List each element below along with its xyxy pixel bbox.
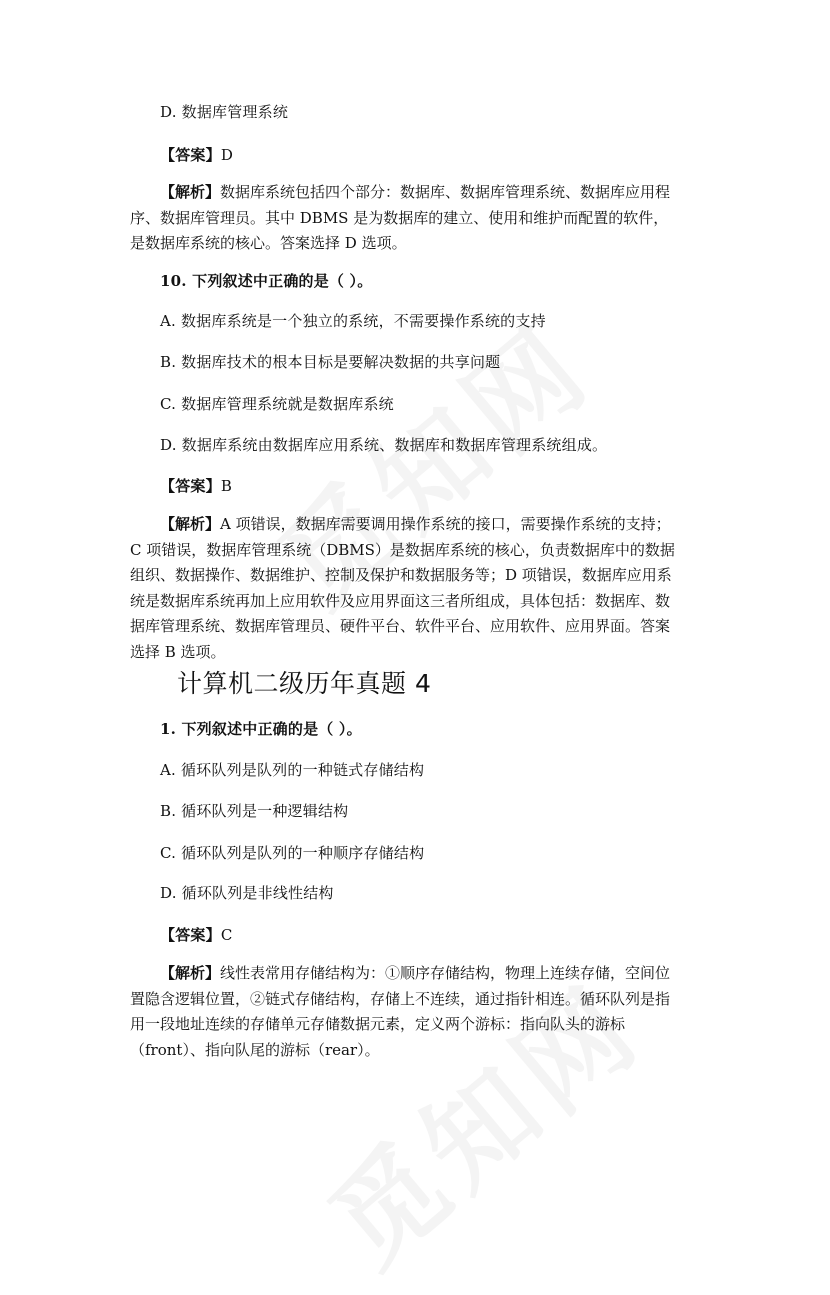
answer-label: 【答案】 bbox=[160, 477, 221, 495]
s4q1-option-a: A. 循环队列是队列的一种链式存储结构 bbox=[160, 761, 425, 779]
analysis-text: A 项错误，数据库需要调用操作系统的接口，需要操作系统的支持；C 项错误，数据库管理系统（DBMS）是数据库系统的核心，负责数据库中的数据组织、数据操作、数据维护、控制及保护和数据服务等；D 项错误，数据库应用系统是数据库系统再加上应用软件及应用界面这三者所组成，具体包括：数据库、数据库管理系统、数据库管理员、硬件平台、软件平台、应用软件、应用界面。答案选择 B 选项。 bbox=[130, 515, 675, 661]
answer-label: 【答案】 bbox=[160, 926, 221, 944]
analysis-label: 【解析】 bbox=[160, 964, 221, 982]
q10-option-d: D. 数据库系统由数据库应用系统、数据库和数据库管理系统组成。 bbox=[160, 436, 608, 454]
q10-question: 10. 下列叙述中正确的是（ ）。 bbox=[160, 272, 373, 290]
s4q1-analysis bbox=[130, 961, 675, 1063]
q9-analysis bbox=[130, 180, 675, 257]
s4q1-answer bbox=[160, 925, 233, 945]
q9-option-d: D. 数据库管理系统 bbox=[160, 103, 289, 121]
q10-option-a: A. 数据库系统是一个独立的系统，不需要操作系统的支持 bbox=[160, 312, 546, 330]
s4q1-question: 1. 下列叙述中正确的是（ ）。 bbox=[160, 720, 362, 738]
analysis-label: 【解析】 bbox=[160, 515, 221, 533]
s4q1-option-c: C. 循环队列是队列的一种顺序存储结构 bbox=[160, 844, 425, 862]
answer-label: 【答案】 bbox=[160, 146, 221, 164]
answer-value: C bbox=[220, 926, 233, 944]
q10-option-c: C. 数据库管理系统就是数据库系统 bbox=[160, 395, 394, 413]
answer-value: B bbox=[220, 477, 233, 495]
q9-answer bbox=[160, 145, 233, 165]
q10-option-b: B. 数据库技术的根本目标是要解决数据的共享问题 bbox=[160, 353, 501, 371]
q10-answer bbox=[160, 476, 232, 496]
analysis-text: 线性表常用存储结构为：①顺序存储结构，物理上连续存储，空间位置隐含逻辑位置，②链式存储结构，存储上不连续，通过指针相连。循环队列是指用一段地址连续的存储单元存储数据元素，定义两个游标：指向队头的游标（front）、指向队尾的游标（rear）。 bbox=[130, 964, 671, 1059]
section-title: 计算机二级历年真题 4 bbox=[177, 669, 432, 698]
q10-analysis bbox=[130, 512, 675, 665]
s4q1-option-b: B. 循环队列是一种逻辑结构 bbox=[160, 802, 349, 820]
answer-value: D bbox=[220, 146, 234, 164]
s4q1-option-d: D. 循环队列是非线性结构 bbox=[160, 884, 334, 902]
analysis-label: 【解析】 bbox=[160, 183, 221, 201]
analysis-text: 数据库系统包括四个部分：数据库、数据库管理系统、数据库应用程序、数据库管理员。其中 DBMS 是为数据库的建立、使用和维护而配置的软件，是数据库系统的核心。答案选择 D 选项。 bbox=[130, 183, 671, 252]
